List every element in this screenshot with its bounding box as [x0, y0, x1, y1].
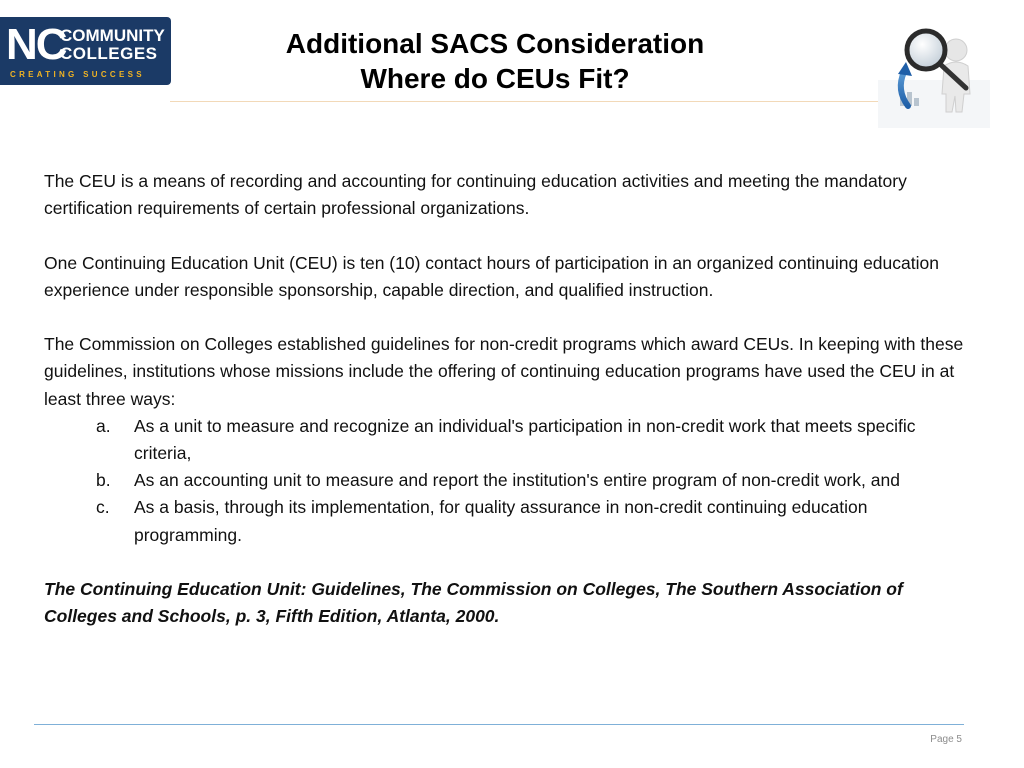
list-item-text: As a basis, through its implementation, for quality assurance in non-credit continuing education programming. — [134, 497, 868, 545]
logo-colleges-text: COLLEGES — [60, 44, 158, 63]
ceu-uses-list — [44, 413, 964, 549]
slide-title — [220, 26, 770, 96]
title-line-2: Where do CEUs Fit? — [360, 63, 630, 94]
list-marker: b. — [96, 470, 111, 491]
logo-community-text: COMMUNITY — [60, 26, 165, 45]
list-item-text: As an accounting unit to measure and report the institution's entire program of non-credit work, and — [134, 470, 900, 491]
title-divider — [170, 101, 878, 102]
paragraph-commission-guidelines: The Commission on Colleges established guidelines for non-credit programs which award CEUs. In keeping with these guidelines, institutions whose missions include the offering of continuing education programs have used the CEU in at least three ways: — [44, 334, 964, 409]
list-item — [44, 467, 964, 494]
list-item-text: As a unit to measure and recognize an individual's participation in non-credit work that meets specific criteria, — [134, 415, 916, 463]
magnifier-figure-icon — [878, 20, 990, 128]
list-item — [44, 413, 964, 467]
nc-community-colleges-logo — [0, 17, 171, 85]
paragraph-ceu-definition: The CEU is a means of recording and accounting for continuing education activities and meeting the mandatory certification requirements of certain professional organizations. — [44, 171, 907, 219]
footer-divider — [34, 724, 964, 725]
list-item — [44, 494, 964, 548]
citation: The Continuing Education Unit: Guidelines, The Commission on Colleges, The Southern Association of Colleges and Schools, p. 3, Fifth Edition, Atlanta, 2000. — [44, 579, 903, 627]
logo-tagline: CREATING SUCCESS — [10, 70, 145, 79]
title-line-1: Additional SACS Consideration — [285, 28, 705, 59]
logo-nc-text: NC — [6, 20, 66, 69]
paragraph-ceu-hours: One Continuing Education Unit (CEU) is ten (10) contact hours of participation in an organized continuing education experience under responsible sponsorship, capable direction, and qualified instruction. — [44, 252, 939, 300]
page-number: Page 5 — [930, 734, 962, 745]
list-marker: c. — [96, 497, 110, 518]
list-marker: a. — [96, 415, 111, 436]
slide-body — [44, 168, 964, 630]
